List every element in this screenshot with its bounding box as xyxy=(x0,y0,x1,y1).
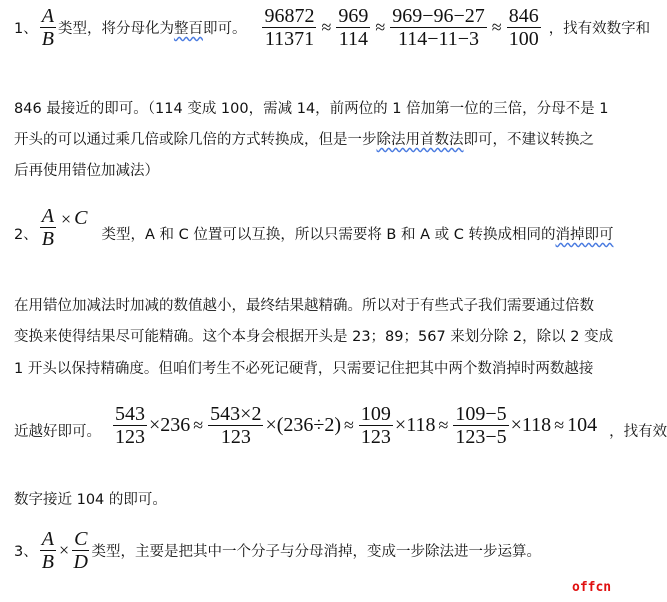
item2-line1 xyxy=(14,205,613,250)
offcn-logo: offcn xyxy=(572,580,612,595)
math-var: C xyxy=(74,207,88,229)
text: 类型，将分母化为 xyxy=(57,21,174,37)
fraction-a-b: $\frac{A}{B}$ xyxy=(41,528,54,573)
item1-line1 xyxy=(14,5,650,50)
item2-equation-line: 近越好即可。 $\frac{543}{123}$ ×236 ≈ $\frac{543\times 2}{123}$ ×(236÷2) ≈ $\frac{109}{123}$ ×118 ≈ $\frac{109-5}{123-5}$ ×118 ≈ 104 ，找有效 xyxy=(14,403,667,448)
text: ，找有效 xyxy=(609,424,667,440)
item-number: 2、 xyxy=(14,227,38,243)
fraction: $\frac{109-5}{123-5}$ xyxy=(455,403,507,448)
text: 类型，A 和 C 位置可以互换，所以只需要将 B 和 A 或 C 转换成相同的 xyxy=(101,227,556,243)
fraction: $\frac{543\times 2}{123}$ xyxy=(210,403,262,448)
fraction: $\frac{109}{123}$ xyxy=(360,403,391,448)
fraction: $\frac{96872}{11371}$ xyxy=(264,5,315,50)
item-number: 3、 xyxy=(14,544,38,560)
fraction: $\frac{846}{100}$ xyxy=(508,5,539,50)
times-sign: × xyxy=(58,540,70,560)
fraction-a-b: $\frac{A}{B}$ xyxy=(41,5,54,50)
spellcheck-text: 消掉即可 xyxy=(555,227,614,243)
paragraph-line: 开头的可以通过乘几倍或除几倍的方式转换成，但是一步 除法用首数法 即可，不建议转换之 xyxy=(14,132,594,148)
paragraph-line: 846 最接近的即可。（114 变成 100，需减 14，前两位的 1 倍加第一位的三倍，分母不是 1 xyxy=(14,101,609,117)
item3-line xyxy=(14,528,541,573)
text: 类型，主要是把其中一个分子与分母消掉，变成一步除法进一步运算。 xyxy=(91,544,541,560)
text: ，找有效数字和 xyxy=(548,21,651,37)
spellcheck-text: 整百 xyxy=(173,21,203,37)
paragraph-line: 后再使用错位加减法） xyxy=(14,163,159,179)
fraction: $\frac{969}{114}$ xyxy=(338,5,369,50)
text: 近越好即可。 xyxy=(14,424,101,440)
fraction: $\frac{969-96-27}{114-11-3}$ xyxy=(392,5,485,50)
fraction: $\frac{543}{123}$ xyxy=(115,403,145,448)
paragraph-line: 在用错位加减法时加减的数值越小，最终结果越精确。所以对于有些式子我们需要通过倍数 xyxy=(14,298,594,314)
approx-sign: ≈ xyxy=(321,17,332,37)
approx-sign: ≈ xyxy=(491,17,502,37)
paragraph-line: 数字接近 104 的即可。 xyxy=(14,492,167,508)
item-number: 1、 xyxy=(14,21,38,37)
paragraph-line: 1 开头以保持精确度。但咱们考生不必死记硬背，只需要记住把其中两个数消掉时两数越接 xyxy=(14,361,594,377)
fraction-a-b: $\frac{A}{B}$ xyxy=(41,205,54,250)
times-sign: × xyxy=(60,209,72,229)
fraction-c-d: $\frac{C}{D}$ xyxy=(73,528,88,573)
paragraph-line: 变换来使得结果尽可能精确。这个本身会根据开头是 23；89；567 来划分除 2，除以 2 变成 xyxy=(14,329,614,345)
text: 即可。 xyxy=(202,21,247,37)
approx-sign: ≈ xyxy=(375,17,386,37)
